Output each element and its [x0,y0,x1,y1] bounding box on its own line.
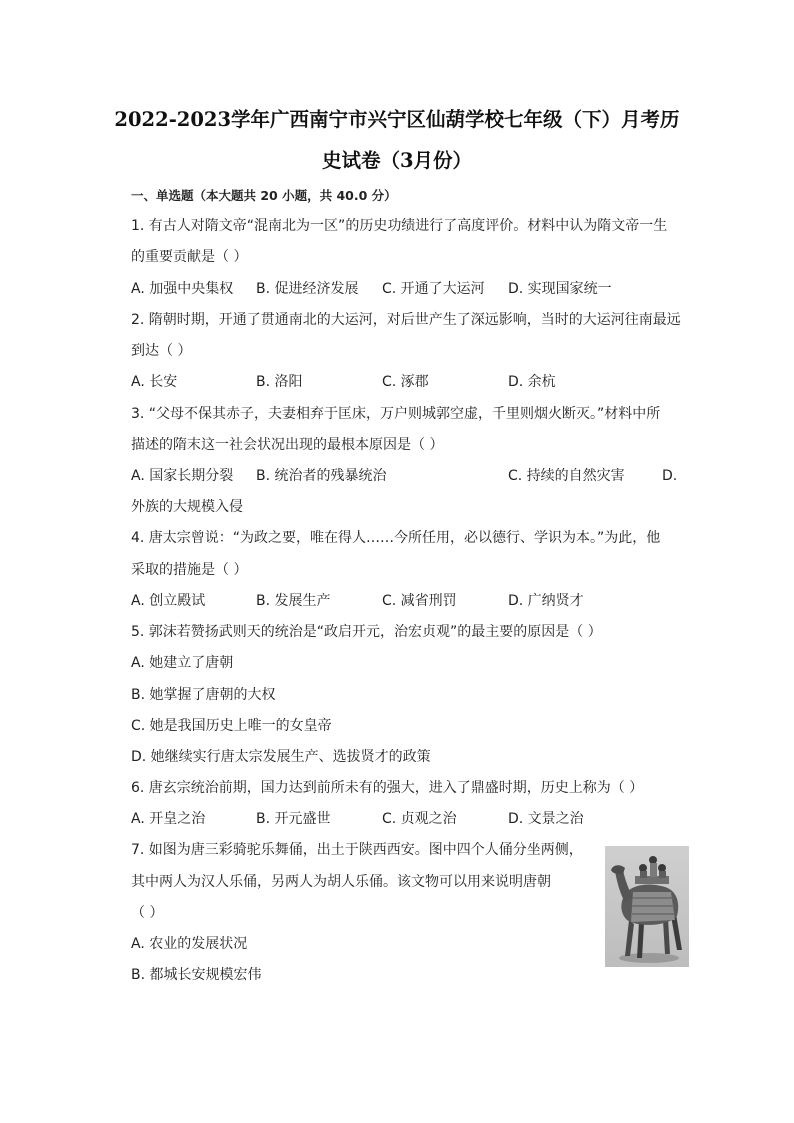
q7-stem-line3: （ ） [131,905,164,921]
q1-option-b: B. 促进经济发展 [256,281,359,297]
q6-option-b: B. 开元盛世 [256,811,331,827]
q6-stem-line1: 6. 唐玄宗统治前期，国力达到前所未有的强大，进入了鼎盛时期，历史上称为（ ） [131,780,644,796]
q3-stem-line1: 3. “父母不保其赤子，夫妻相弃于匡床，万户则城郭空虚，千里则烟火断灭。”材料中所 [131,406,661,422]
q5-option-b: B. 她掌握了唐朝的大权 [131,687,276,703]
section-heading: 一、单选题（本大题共 20 小题，共 40.0 分） [131,188,397,203]
q5-stem-line1: 5. 郭沫若赞扬武则天的统治是“政启开元，治宏贞观”的最主要的原因是（ ） [131,624,602,640]
q3-option-b: B. 统治者的残暴统治 [256,468,387,484]
q7-stem-line1: 7. 如图为唐三彩骑驼乐舞俑，出土于陕西西安。图中四个人俑分坐两侧， [131,842,583,858]
q5-option-c: C. 她是我国历史上唯一的女皇帝 [131,718,332,734]
q2-option-a: A. 长安 [131,374,178,390]
q2-option-b: B. 洛阳 [256,374,303,390]
q1-option-c: C. 开通了大运河 [382,281,485,297]
q2-option-d: D. 余杭 [508,374,556,390]
q4-stem-line1: 4. 唐太宗曾说：“为政之要，唯在得人……今所任用，必以德行、学识为本。”为此，他 [131,530,661,546]
q4-option-b: B. 发展生产 [256,593,331,609]
q5-option-d: D. 她继续实行唐太宗发展生产、选拔贤才的政策 [131,749,431,765]
q3-option-a: A. 国家长期分裂 [131,468,234,484]
q1-option-a: A. 加强中央集权 [131,281,234,297]
q1-stem-line1: 1. 有古人对隋文帝“混南北为一区”的历史功绩进行了高度评价。材料中认为隋文帝一生 [131,218,668,234]
q4-option-a: A. 创立殿试 [131,593,206,609]
q3-option-c: C. 持续的自然灾害 [508,468,625,484]
q7-option-b: B. 都城长安规模宏伟 [131,967,262,983]
q3-option-d-label: D. [662,468,678,484]
q2-stem-line2: 到达（ ） [131,343,192,359]
q3-stem-line2: 描述的隋末这一社会状况出现的最根本原因是（ ） [131,437,444,453]
q3-option-d-text: 外族的大规模入侵 [131,499,243,515]
q4-stem-line2: 采取的措施是（ ） [131,562,248,578]
q7-option-a: A. 农业的发展状况 [131,936,248,952]
q4-option-d: D. 广纳贤才 [508,593,584,609]
q6-option-d: D. 文景之治 [508,811,584,827]
q4-option-c: C. 减省刑罚 [382,593,457,609]
q2-stem-line1: 2. 隋朝时期，开通了贯通南北的大运河，对后世产生了深远影响，当时的大运河往南最远 [131,312,681,328]
exam-title-line1: 2022-2023学年广西南宁市兴宁区仙葫学校七年级（下）月考历 [114,108,680,131]
q6-option-c: C. 贞观之治 [382,811,457,827]
q6-option-a: A. 开皇之治 [131,811,206,827]
q1-option-d: D. 实现国家统一 [508,281,612,297]
q5-option-a: A. 她建立了唐朝 [131,655,234,671]
q7-stem-line2: 其中两人为汉人乐俑，另两人为胡人乐俑。该文物可以用来说明唐朝 [131,874,551,890]
q2-option-c: C. 涿郡 [382,374,429,390]
q1-stem-line2: 的重要贡献是（ ） [131,249,248,265]
exam-title-line2: 史试卷（3月份） [321,149,473,172]
camel-figurine-photo [605,846,689,967]
